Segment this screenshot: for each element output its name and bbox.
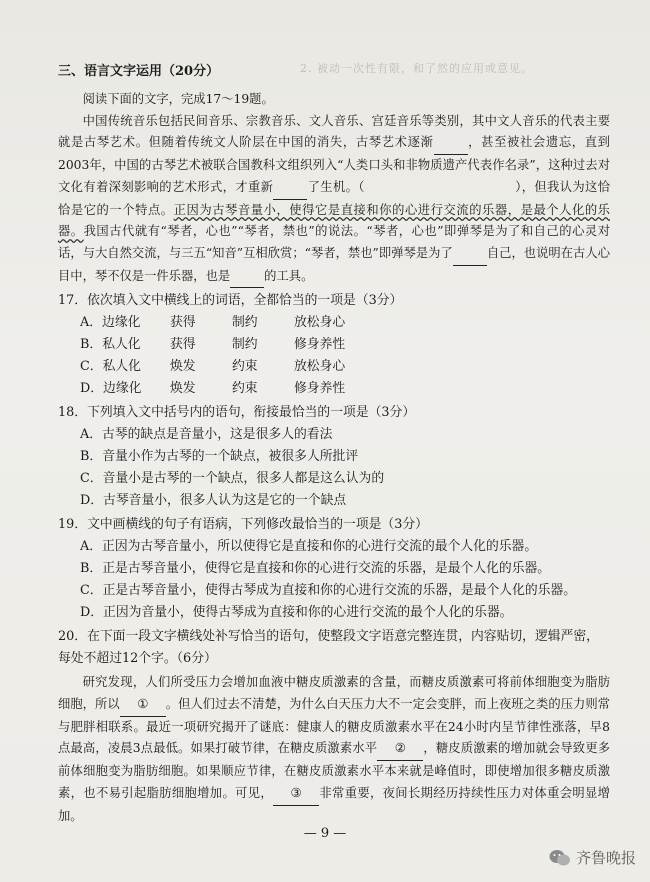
brand-watermark: [549, 847, 636, 868]
option-cell: 放松身心: [294, 359, 346, 375]
question-18: [58, 402, 610, 512]
question-18-stem: 18．下列填入文中括号内的语句，衔接最恰当的一项是（3分）: [58, 405, 416, 421]
wavy-underlined-sentence: 正因为古琴音量小，使得它是直接和你的心进行交流的乐器，是最个人化的乐器。: [58, 202, 610, 239]
answer-blank-3[interactable]: ③: [273, 783, 319, 806]
option-cell: B．私人化: [80, 337, 141, 353]
option-19-d[interactable]: D．正因为音量小，使得古琴成为直接和你的心进行交流的最个人化的乐器。: [80, 605, 513, 621]
q20-text-3: ，糖皮质激素的增加就会导致更多前体细胞变为脂肪细胞。如果顺应节律，在糖皮质激素水平本来就是峰值时，即使增加很多糖皮质激素，也不易引起脂肪细胞增加。可见，: [58, 741, 610, 800]
option-18-a[interactable]: A．古琴的缺点是音量小，这是很多人的看法: [80, 427, 333, 443]
option-cell: 焕发: [170, 359, 196, 375]
blank-3: [453, 243, 487, 266]
option-cell: 约束: [232, 359, 258, 375]
q20-text-2: 。但人们过去不清楚，为什么白天压力大不一定会变胖，而上夜班之类的压力则常与肥胖相联系。最近一项研究揭开了谜底：健康人的糖皮质激素水平在24小时内呈节律性涨落，早8点最高，凌晨3点最低。如果打破节律，在糖皮质激素水平: [58, 697, 610, 756]
option-cell: 制约: [232, 337, 258, 353]
option-17-d[interactable]: [58, 378, 610, 400]
option-17-a[interactable]: [58, 312, 610, 334]
passage-text-1: 中国传统音乐包括民间音乐、宗教音乐、文人音乐、宫廷音乐等类别，其中文人音乐的代表主要就是古琴艺术。但随着传统文人阶层在中国的消失，古琴艺术逐渐: [58, 113, 610, 150]
passage-text-6: 自己，也说明在古人心目中，琴不仅是一件乐器，也是: [58, 245, 610, 283]
question-20-passage: [58, 672, 610, 827]
answer-blank-2[interactable]: ②: [377, 738, 423, 761]
option-cell: 修身养性: [294, 381, 346, 397]
question-17: [58, 290, 610, 400]
option-cell: 获得: [170, 337, 196, 353]
option-cell: 约束: [232, 381, 258, 397]
section-title: 三、语言文字运用（20分）: [58, 64, 220, 79]
option-cell: 制约: [232, 315, 258, 331]
question-19: [58, 514, 610, 624]
passage-text-5: 我国古代就有“琴者，心也”“琴者，禁也”的说法。“琴者，心也”即弹琴是为了和自己的心灵对话，与大自然交流，与三五“知音”互相欣赏；“琴者，禁也”即弹琴是为了: [58, 224, 610, 260]
passage-text-4: ），但我认为这恰恰是它的一个特点。: [58, 179, 610, 217]
option-cell: D．边缘化: [80, 381, 142, 397]
passage-text-7: 的工具。: [264, 268, 314, 283]
blank-2: [273, 177, 307, 200]
option-17-b[interactable]: [58, 334, 610, 356]
question-17-stem: 17．依次填入文中横线上的词语，全都恰当的一项是（3分）: [58, 293, 403, 309]
option-cell: 焕发: [170, 381, 196, 397]
wechat-icon: [549, 849, 571, 867]
option-19-a[interactable]: A．正因为古琴音量小，所以使得它是直接和你的心进行交流的最个人化的乐器。: [80, 539, 538, 555]
option-19-b[interactable]: B．正是古琴音量小，使得它是直接和你的心进行交流的乐器，是最个人化的乐器。: [80, 561, 551, 577]
option-cell: C．私人化: [80, 359, 141, 375]
option-18-c[interactable]: C．音量小是古琴的一个缺点，很多人都是这么认为的: [80, 471, 385, 487]
option-19-c[interactable]: C．正是古琴音量小，使得古琴成为直接和你的心进行交流的乐器，是最个人化的乐器。: [80, 583, 577, 599]
reading-passage: [58, 111, 610, 289]
question-20-stem: 20．在下面一段文字横线处补写恰当的语句，使整段文字语意完整连贯，内容贴切，逻辑严密，每处不超过12个字。（6分）: [58, 629, 599, 667]
option-cell: 修身养性: [294, 337, 346, 353]
passage-text-3: 了生机。（: [307, 179, 365, 194]
page-number: — 9 —: [303, 826, 347, 841]
option-18-b[interactable]: B．音量小作为古琴的一个缺点，被很多人所批评: [80, 449, 359, 465]
option-17-c[interactable]: [58, 356, 610, 378]
passage-text-2: ，甚至被社会遗忘，直到2003年，中国的古琴艺术被联合国教科文组织列入“人类口头和非物质遗产代表作名录”，这种过去对文化有着深刻影响的艺术形式，才重新: [58, 135, 610, 194]
q20-text-1: 研究发现，人们所受压力会增加血液中糖皮质激素的含量，而糖皮质激素可将前体细胞变为脂肪细胞，所以: [58, 675, 610, 712]
option-cell: 获得: [170, 315, 196, 331]
question-19-stem: 19．文中画横线的句子有语病，下列修改最恰当的一项是（3分）: [58, 517, 428, 533]
question-20: [58, 626, 610, 827]
reading-instruction: 阅读下面的文字，完成17～19题。: [82, 92, 274, 106]
blank-4: [230, 266, 264, 289]
option-18-d[interactable]: D．古琴音量小，很多人认为这是它的一个缺点: [80, 493, 347, 509]
answer-blank-1[interactable]: ①: [120, 694, 166, 717]
option-cell: A．边缘化: [80, 315, 141, 331]
brand-name: 齐鲁晚报: [575, 849, 636, 867]
q20-text-4: 非常重要，夜间长期经历持续性压力对体重会明显增加。: [58, 785, 610, 823]
blank-1: [434, 132, 468, 155]
option-cell: 放松身心: [294, 315, 346, 331]
bleed-through-text: 2. 被动一次性有限，和了然的应用或意见。: [300, 62, 533, 75]
